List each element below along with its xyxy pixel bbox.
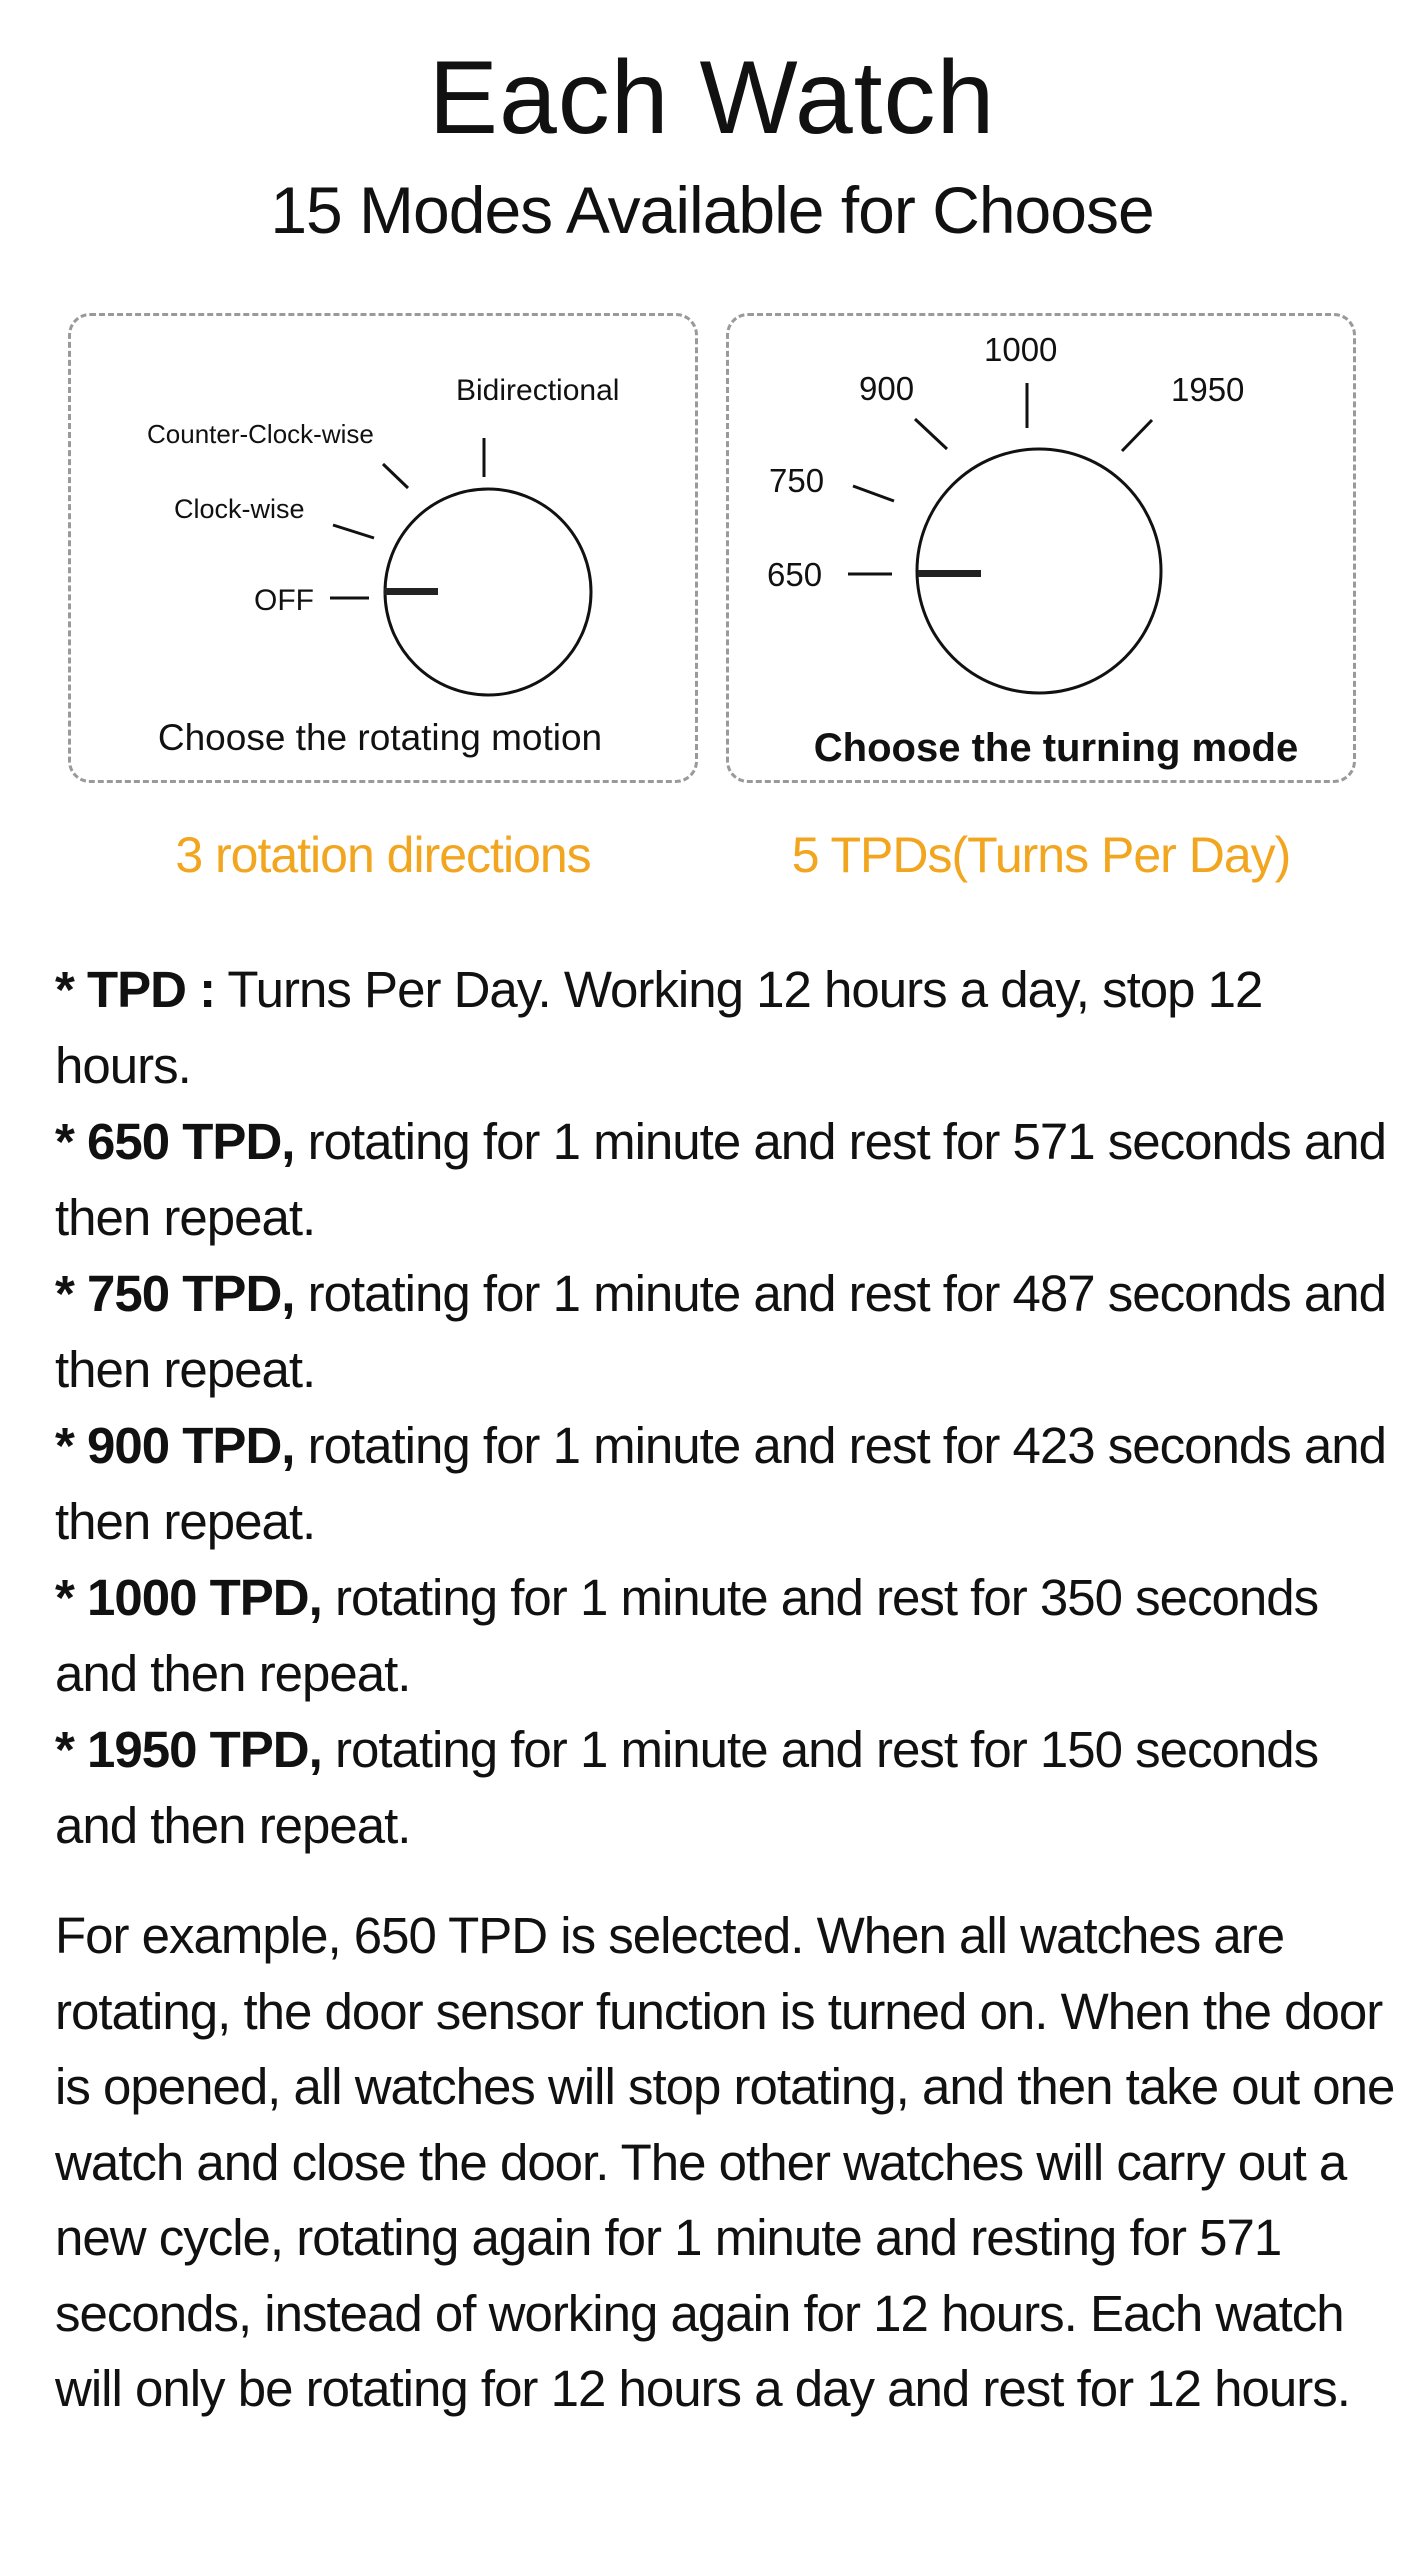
note-text: rotating for 1 minute and rest for 487 seconds and then repeat. — [55, 1265, 1386, 1398]
example-paragraph: For example, 650 TPD is selected. When all watches are rotating, the door sensor function is turned on. When the door is opened, all watches will stop rotating, and then take out one watch and close the door. The other watches will carry out a new cycle, rotating again for 1 minute and resting for 571 seconds, instead of working again for 12 hours. Each watch will only be rotating for 12 hours a day and rest for 12 hours. — [55, 1907, 1395, 2417]
label-900: 900 — [859, 370, 915, 407]
note-term: * 1000 TPD, — [55, 1569, 322, 1626]
turning-dial-diagram — [729, 316, 1353, 780]
note-term: * 900 TPD, — [55, 1417, 295, 1474]
note-item — [55, 1560, 1395, 1712]
note-text: rotating for 1 minute and rest for 350 seconds and then repeat. — [55, 1569, 1319, 1702]
note-text: Turns Per Day. Working 12 hours a day, stop 12 hours. — [55, 961, 1263, 1094]
tpd-notes — [55, 952, 1395, 1864]
rotation-direction-panel — [68, 313, 698, 783]
label-off: OFF — [254, 584, 314, 617]
label-650: 650 — [767, 556, 823, 593]
tick-900 — [915, 419, 947, 449]
label-750: 750 — [769, 462, 825, 499]
tpd-summary: 5 TPDs(Turns Per Day) — [791, 827, 1291, 883]
note-term: * TPD : — [55, 961, 216, 1018]
tick-1950 — [1122, 420, 1152, 451]
rotation-panel-caption: Choose the rotating motion — [157, 717, 603, 758]
rotation-directions-summary: 3 rotation directions — [175, 827, 591, 883]
turning-dial-pointer — [918, 570, 981, 577]
label-counter-clockwise: Counter-Clock-wise — [147, 419, 374, 449]
note-term: * 750 TPD, — [55, 1265, 295, 1322]
tick-counter-clockwise — [383, 464, 408, 488]
note-item — [55, 1104, 1395, 1256]
label-1000: 1000 — [984, 331, 1058, 368]
rotation-dial-diagram — [71, 316, 695, 780]
page-title: Each Watch — [428, 40, 996, 156]
note-term: * 650 TPD, — [55, 1113, 295, 1170]
label-bidirectional: Bidirectional — [456, 374, 620, 407]
note-item — [55, 952, 1395, 1104]
turning-panel-caption: Choose the turning mode — [813, 726, 1299, 770]
label-1950: 1950 — [1171, 371, 1245, 408]
note-term: * 1950 TPD, — [55, 1721, 322, 1778]
label-clockwise: Clock-wise — [174, 494, 305, 524]
tick-clockwise — [333, 525, 374, 538]
tick-750 — [853, 486, 894, 501]
note-text: rotating for 1 minute and rest for 150 seconds and then repeat. — [55, 1721, 1319, 1854]
rotation-dial-pointer — [384, 588, 438, 595]
note-item — [55, 1256, 1395, 1408]
note-item — [55, 1408, 1395, 1560]
note-text: rotating for 1 minute and rest for 423 seconds and then repeat. — [55, 1417, 1386, 1550]
note-text: rotating for 1 minute and rest for 571 seconds and then repeat. — [55, 1113, 1386, 1246]
note-item — [55, 1712, 1395, 1864]
page-subtitle: 15 Modes Available for Choose — [270, 173, 1154, 247]
turning-mode-panel — [726, 313, 1356, 783]
